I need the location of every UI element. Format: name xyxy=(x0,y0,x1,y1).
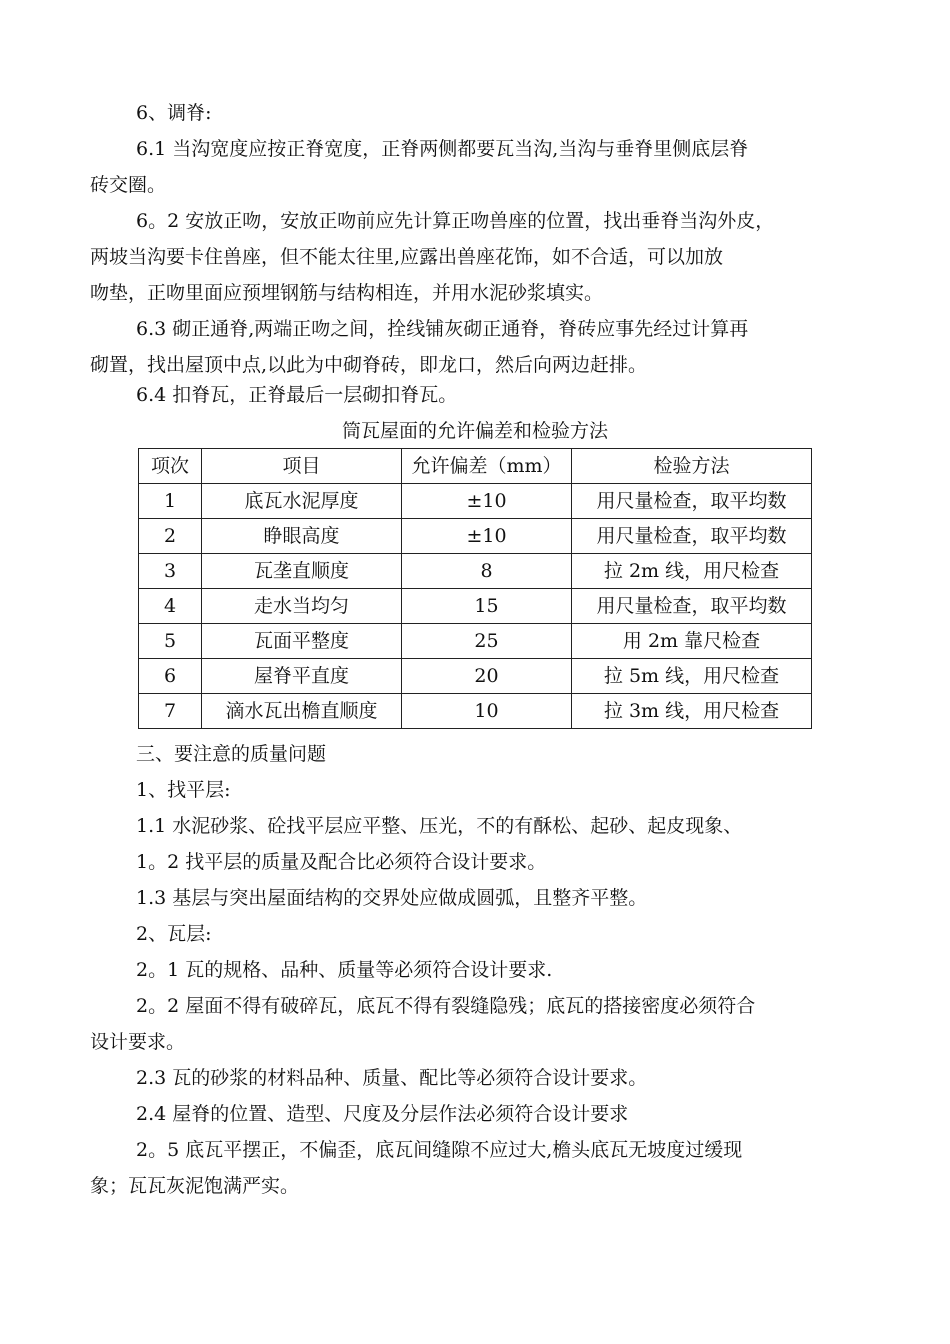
paragraph-2-5-cont: 象；瓦瓦灰泥饱满严实。 xyxy=(90,1175,300,1197)
cell-tolerance: ±10 xyxy=(402,519,572,554)
table-row xyxy=(139,624,812,659)
paragraph-6-3-cont: 砌置，找出屋顶中点,以此为中砌脊砖，即龙口，然后向两边赶排。 xyxy=(90,354,648,376)
cell-no: 1 xyxy=(139,484,202,519)
cell-method: 拉 2m 线，用尺检查 xyxy=(572,554,812,589)
paragraph-6-4: 6.4 扣脊瓦，正脊最后一层砌扣脊瓦。 xyxy=(136,384,458,406)
cell-no: 6 xyxy=(139,659,202,694)
cell-method: 用尺量检查，取平均数 xyxy=(572,519,812,554)
table-caption: 筒瓦屋面的允许偏差和检验方法 xyxy=(341,420,608,442)
cell-method: 拉 5m 线，用尺检查 xyxy=(572,659,812,694)
cell-item: 走水当均匀 xyxy=(202,589,402,624)
paragraph-1-2: 1。2 找平层的质量及配合比必须符合设计要求。 xyxy=(136,851,547,873)
cell-tolerance: 10 xyxy=(402,694,572,729)
table-row xyxy=(139,694,812,729)
paragraph-6-1: 6.1 当沟宽度应按正脊宽度，正脊两侧都要瓦当沟,当沟与垂脊里侧底层脊 xyxy=(136,138,749,160)
table-row xyxy=(139,484,812,519)
paragraph-6-2-cont: 两坡当沟要卡住兽座，但不能太往里,应露出兽座花饰，如不合适，可以加放 xyxy=(90,246,724,268)
cell-item: 瓦面平整度 xyxy=(202,624,402,659)
cell-item: 滴水瓦出檐直顺度 xyxy=(202,694,402,729)
cell-item: 瓦垄直顺度 xyxy=(202,554,402,589)
cell-method: 拉 3m 线，用尺检查 xyxy=(572,694,812,729)
tolerance-table xyxy=(138,448,812,729)
cell-no: 4 xyxy=(139,589,202,624)
table-row xyxy=(139,659,812,694)
header-cell-tolerance: 允许偏差（mm） xyxy=(402,449,572,484)
header-cell-item: 项目 xyxy=(202,449,402,484)
paragraph-6-1-cont: 砖交圈。 xyxy=(90,174,167,196)
cell-no: 5 xyxy=(139,624,202,659)
cell-item: 底瓦水泥厚度 xyxy=(202,484,402,519)
cell-no: 7 xyxy=(139,694,202,729)
section-3-title: 三、要注意的质量问题 xyxy=(136,743,327,765)
heading-2-tile: 2、瓦层: xyxy=(136,923,212,945)
cell-method: 用尺量检查，取平均数 xyxy=(572,484,812,519)
table-row xyxy=(139,554,812,589)
cell-method: 用 2m 靠尺检查 xyxy=(572,624,812,659)
cell-item: 屋脊平直度 xyxy=(202,659,402,694)
paragraph-2-5: 2。5 底瓦平摆正，不偏歪，底瓦间缝隙不应过大,檐头底瓦无坡度过缓现 xyxy=(136,1139,743,1161)
cell-tolerance: ±10 xyxy=(402,484,572,519)
cell-no: 2 xyxy=(139,519,202,554)
heading-6-ridge: 6、调脊: xyxy=(136,102,212,124)
header-cell-method: 检验方法 xyxy=(572,449,812,484)
heading-1-leveling: 1、找平层: xyxy=(136,779,231,801)
paragraph-2-2-cont: 设计要求。 xyxy=(90,1031,186,1053)
cell-tolerance: 25 xyxy=(402,624,572,659)
paragraph-2-4: 2.4 屋脊的位置、造型、尺度及分层作法必须符合设计要求 xyxy=(136,1103,629,1125)
cell-no: 3 xyxy=(139,554,202,589)
cell-tolerance: 8 xyxy=(402,554,572,589)
cell-tolerance: 15 xyxy=(402,589,572,624)
cell-item: 睁眼高度 xyxy=(202,519,402,554)
cell-method: 用尺量检查，取平均数 xyxy=(572,589,812,624)
cell-tolerance: 20 xyxy=(402,659,572,694)
paragraph-2-3: 2.3 瓦的砂浆的材料品种、质量、配比等必须符合设计要求。 xyxy=(136,1067,648,1089)
paragraph-2-1: 2。1 瓦的规格、品种、质量等必须符合设计要求. xyxy=(136,959,553,981)
paragraph-6-2-cont2: 吻垫，正吻里面应预埋钢筋与结构相连，并用水泥砂浆填实。 xyxy=(90,282,604,304)
paragraph-6-2: 6。2 安放正吻，安放正吻前应先计算正吻兽座的位置，找出垂脊当沟外皮， xyxy=(136,210,775,232)
table-row xyxy=(139,589,812,624)
table-header-row xyxy=(139,449,812,484)
header-cell-no: 项次 xyxy=(139,449,202,484)
paragraph-6-3: 6.3 砌正通脊,两端正吻之间，拴线铺灰砌正通脊，脊砖应事先经过计算再 xyxy=(136,318,749,340)
paragraph-1-3: 1.3 基层与突出屋面结构的交界处应做成圆弧，且整齐平整。 xyxy=(136,887,648,909)
paragraph-2-2: 2。2 屋面不得有破碎瓦，底瓦不得有裂缝隐残；底瓦的搭接密度必须符合 xyxy=(136,995,756,1017)
paragraph-1-1: 1.1 水泥砂浆、砼找平层应平整、压光，不的有酥松、起砂、起皮现象、 xyxy=(136,815,743,837)
table-row xyxy=(139,519,812,554)
